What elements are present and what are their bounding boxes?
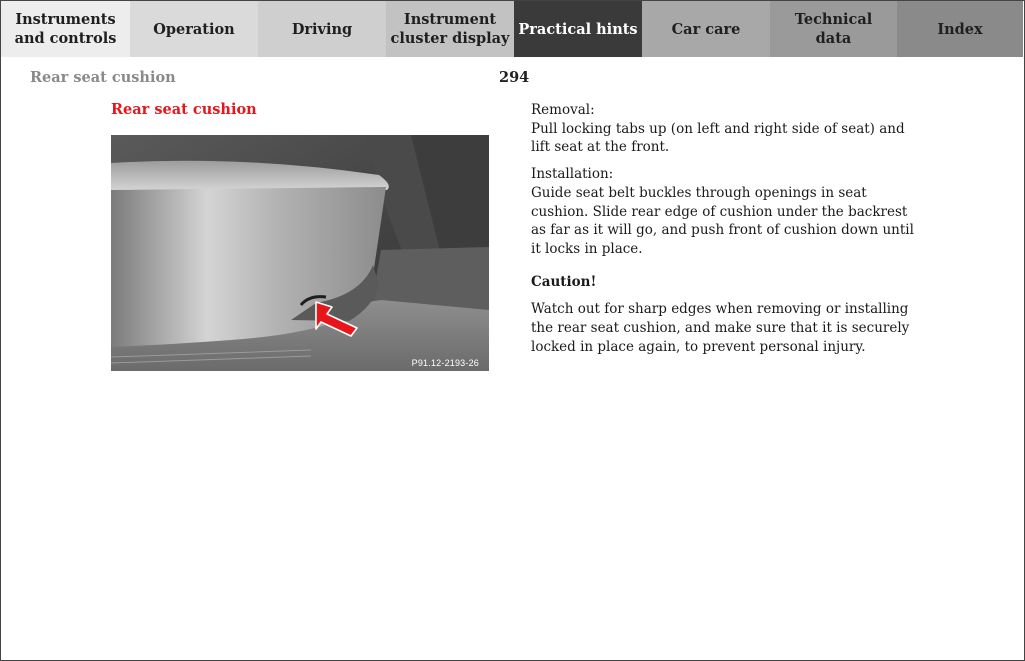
instructions-column — [531, 101, 921, 356]
page-number: 294 — [499, 69, 530, 86]
section-title: Rear seat cushion — [30, 69, 176, 86]
tab-practical-hints[interactable]: Practical hints — [514, 1, 642, 57]
tab-car-care[interactable]: Car care — [642, 1, 770, 57]
tab-driving[interactable]: Driving — [258, 1, 386, 57]
installation-text: Guide seat belt buckles through openings in seat cushion. Slide rear edge of cushion under the backrest as far as it will go, and push front of cushion down until it locks in place. — [531, 184, 914, 257]
tab-technical-data[interactable]: Technical data — [770, 1, 897, 57]
removal-title: Removal: — [531, 102, 595, 118]
tab-instrument-cluster-display[interactable]: Instrument cluster display — [386, 1, 514, 57]
seat-cushion-illustration — [111, 135, 489, 371]
figure-reference-label: P91.12-2193-26 — [411, 358, 479, 368]
installation-title: Installation: — [531, 166, 614, 183]
caution-title: Caution! — [531, 273, 597, 290]
tab-index[interactable]: Index — [897, 1, 1023, 57]
caution-text: Watch out for sharp edges when removing or installing the rear seat cushion, and make sure that it is securely locked in place again, to prevent personal injury. — [531, 301, 910, 355]
topic-heading: Rear seat cushion — [111, 101, 257, 118]
chapter-tab-bar — [1, 1, 1023, 57]
removal-text: Pull locking tabs up (on left and right side of seat) and lift seat at the front. — [531, 120, 905, 156]
tab-instruments-and-controls[interactable]: Instruments and controls — [1, 1, 130, 57]
tab-operation[interactable]: Operation — [130, 1, 258, 57]
seat-photo — [111, 135, 489, 371]
